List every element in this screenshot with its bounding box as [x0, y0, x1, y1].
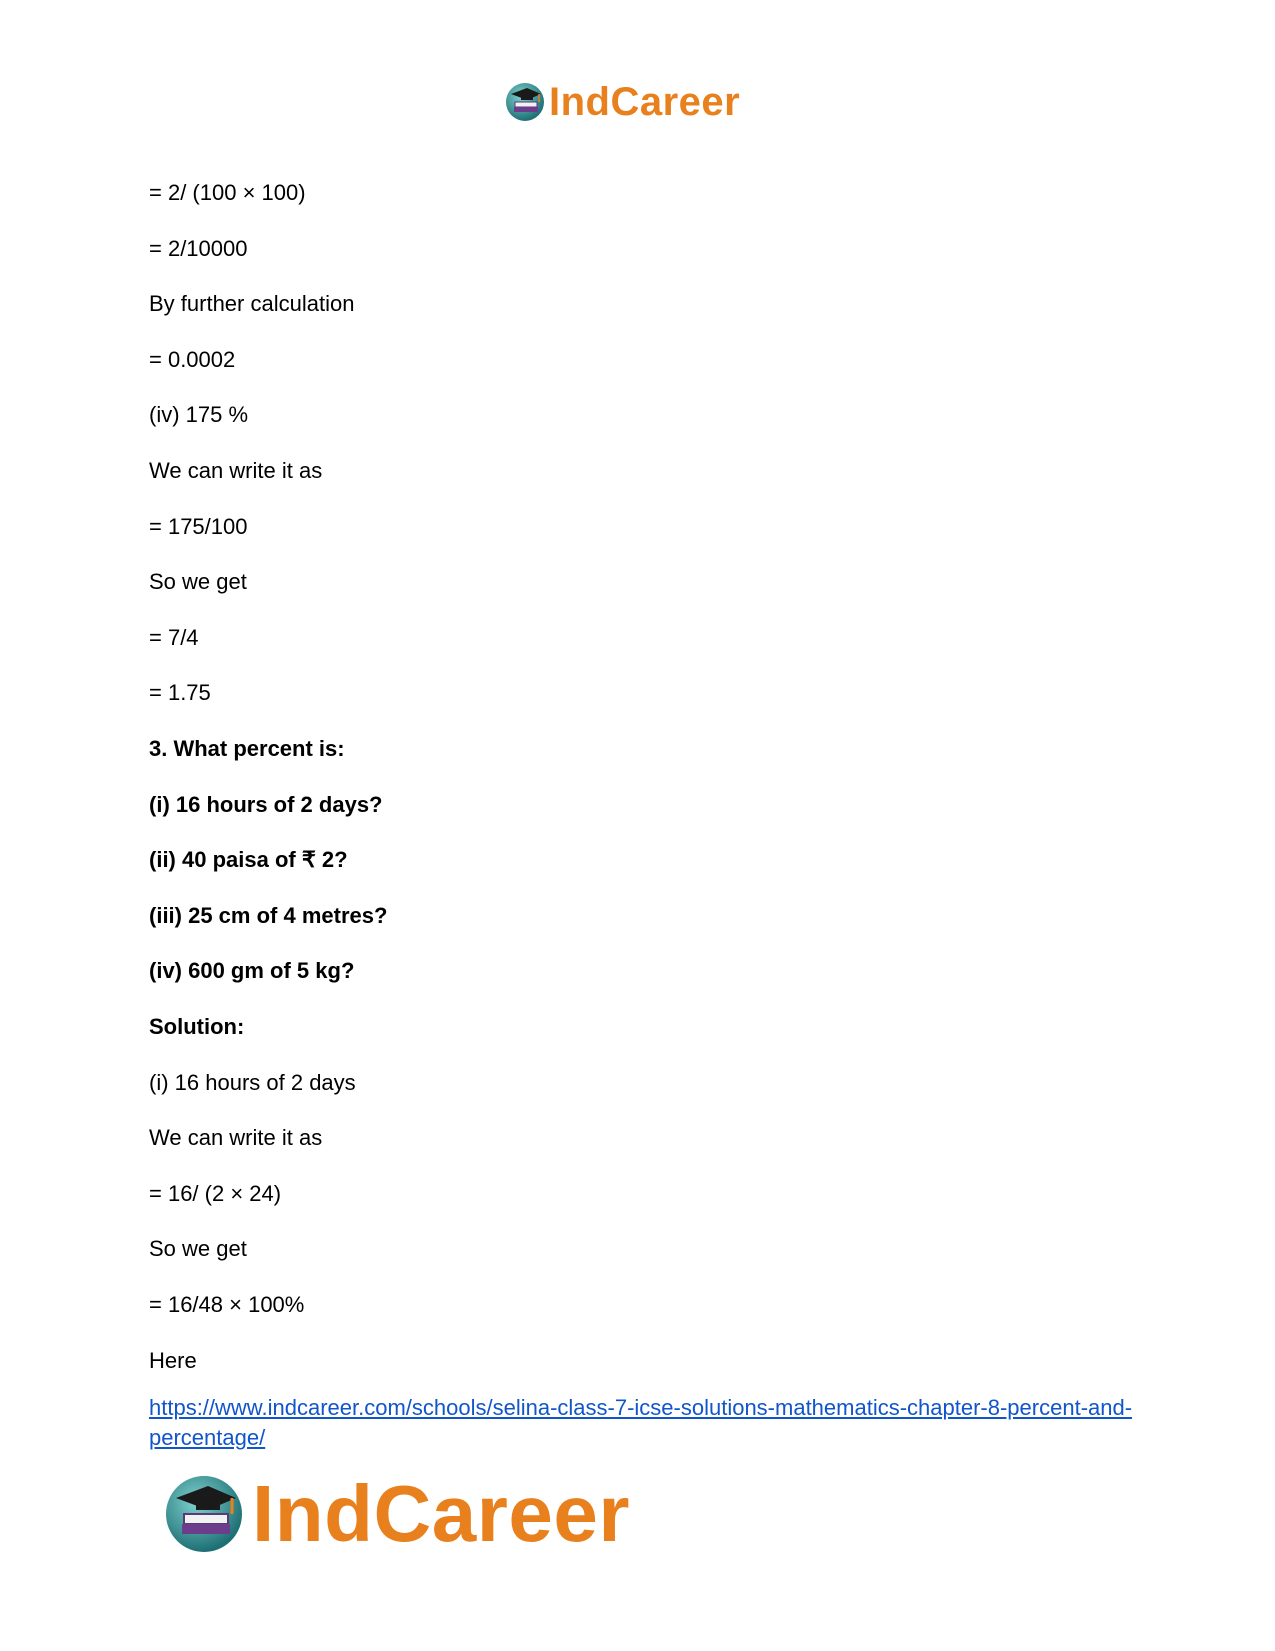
solution-line: So we get	[149, 1236, 247, 1261]
footer-logo	[160, 1466, 630, 1562]
question-line: Solution:	[149, 1014, 245, 1039]
header-logo	[503, 78, 740, 126]
solution-line: So we get	[149, 569, 247, 594]
question-line: (iv) 600 gm of 5 kg?	[149, 958, 355, 983]
book-globe-icon	[503, 80, 547, 124]
book-globe-icon	[160, 1470, 248, 1558]
solution-line: = 7/4	[149, 625, 199, 650]
solution-line: = 0.0002	[149, 347, 236, 372]
solution-line: = 2/ (100 × 100)	[149, 180, 306, 205]
solution-line: By further calculation	[149, 291, 355, 316]
solution-line: (i) 16 hours of 2 days	[149, 1070, 356, 1095]
solution-line: We can write it as	[149, 1125, 323, 1150]
solution-line: We can write it as	[149, 458, 323, 483]
question-line: 3. What percent is:	[149, 736, 345, 761]
solution-line: = 2/10000	[149, 236, 248, 261]
solution-line: = 16/ (2 × 24)	[149, 1181, 282, 1206]
solution-line: (iv) 175 %	[149, 402, 249, 427]
solution-line: Here	[149, 1348, 197, 1373]
source-link[interactable]: https://www.indcareer.com/schools/selina-class-7-icse-solutions-mathematics-chapter-8-percent-and-percentage/	[149, 1395, 1133, 1450]
question-line: (iii) 25 cm of 4 metres?	[149, 903, 388, 928]
question-line: (ii) 40 paisa of ₹ 2?	[149, 847, 348, 872]
footer-logo-text: IndCareer	[252, 1469, 630, 1558]
solution-line: = 175/100	[149, 514, 248, 539]
solution-line: = 16/48 × 100%	[149, 1292, 305, 1317]
question-line: (i) 16 hours of 2 days?	[149, 792, 383, 817]
solution-line: = 1.75	[149, 680, 211, 705]
header-logo-text: IndCareer	[549, 80, 741, 124]
